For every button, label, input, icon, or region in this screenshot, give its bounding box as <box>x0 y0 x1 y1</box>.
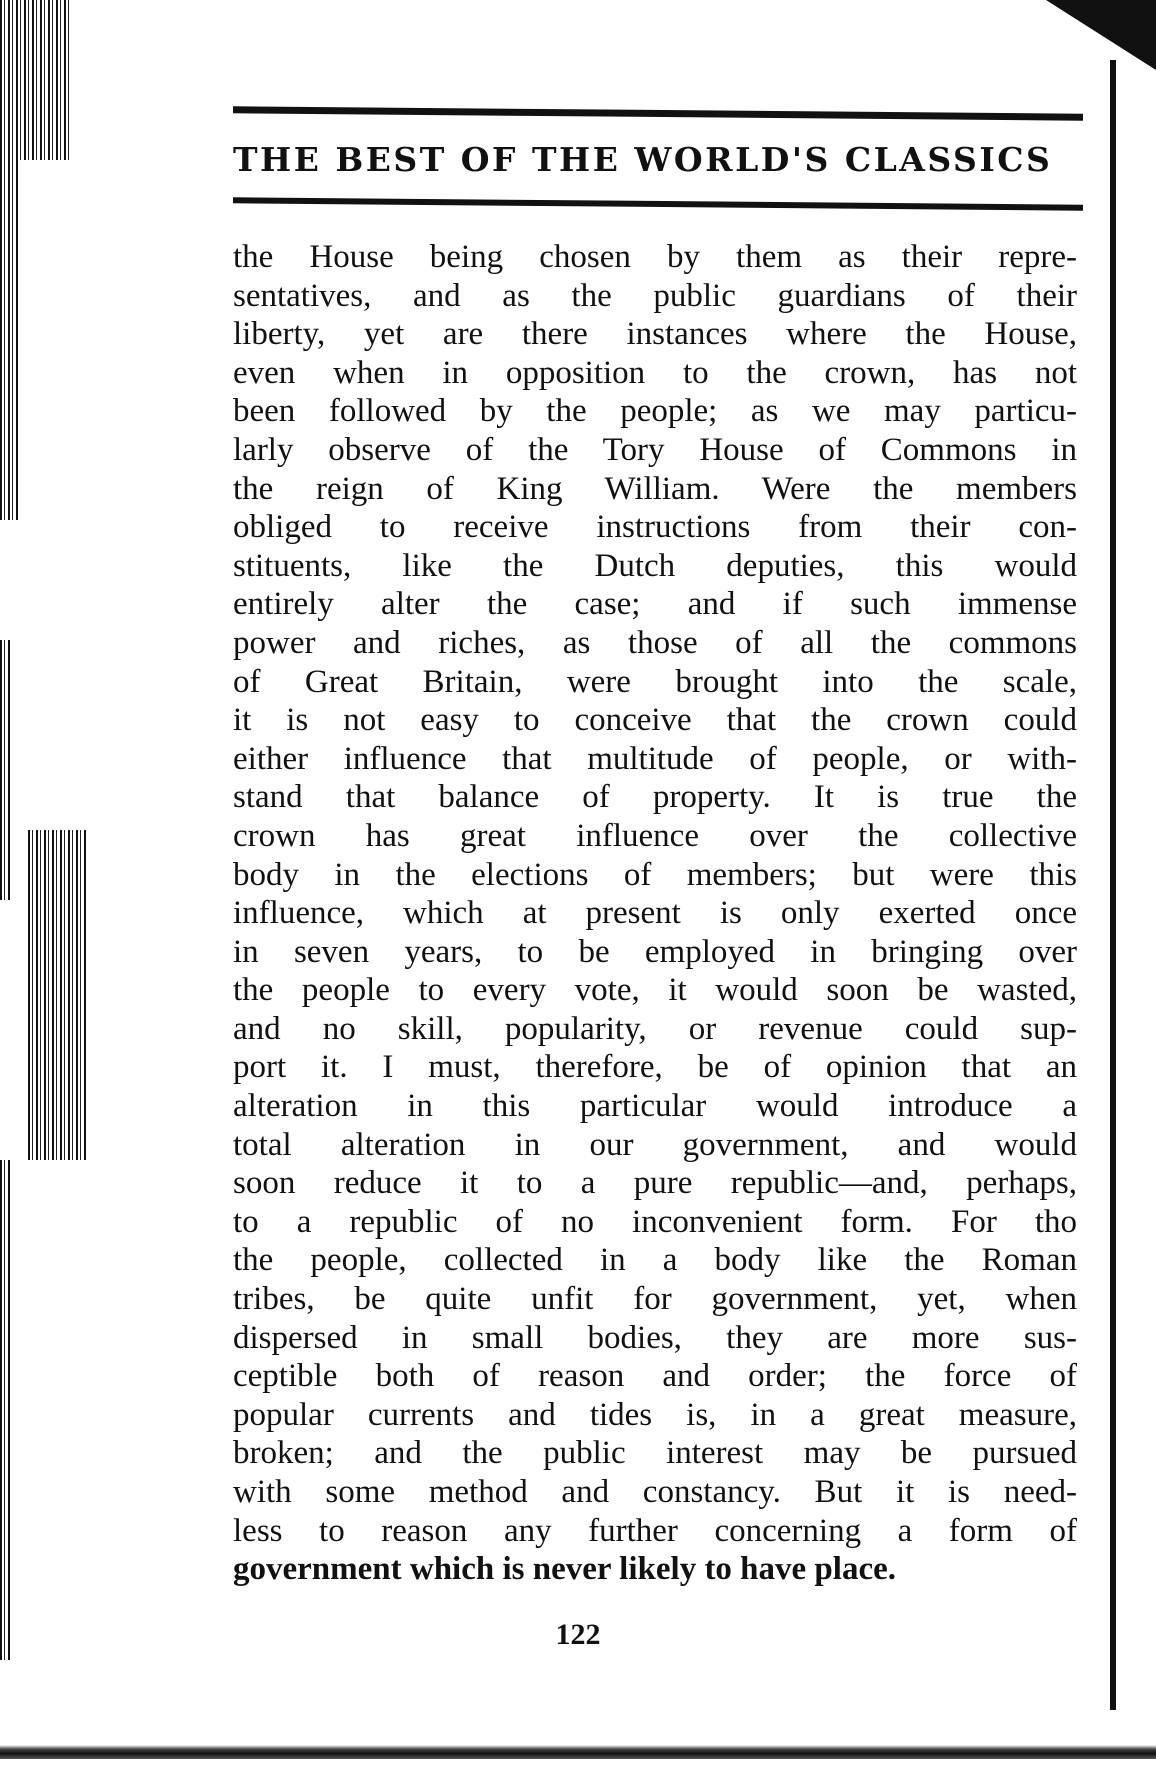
gutter-mark-side <box>0 640 10 900</box>
text-line: even when in opposition to the crown, has not <box>233 354 1077 391</box>
text-line: power and riches, as those of all the commons <box>233 624 1077 661</box>
page-edge-bottom <box>0 1745 1156 1759</box>
text-line: the people to every vote, it would soon be wasted, <box>233 972 1077 1009</box>
text-line: in seven years, to be employed in bringing over <box>233 933 1077 970</box>
gutter-mark-upper <box>0 160 18 520</box>
text-line: popular currents and tides is, in a great measure, <box>233 1396 1077 1433</box>
text-line: and no skill, popularity, or revenue could sup- <box>233 1010 1077 1047</box>
text-line: port it. I must, therefore, be of opinion that an <box>233 1049 1077 1086</box>
text-line: less to reason any further concerning a form of <box>233 1512 1077 1549</box>
text-line: of Great Britain, were brought into the scale, <box>233 663 1077 700</box>
text-line: entirely alter the case; and if such immense <box>233 586 1077 623</box>
body-text <box>233 238 1077 1589</box>
text-line: total alteration in our government, and would <box>233 1126 1077 1163</box>
gutter-mark-lower <box>0 1160 12 1660</box>
text-line: larly observe of the Tory House of Commons in <box>233 431 1077 468</box>
page-edge-right <box>1110 60 1116 1710</box>
text-line: with some method and constancy. But it is need- <box>233 1474 1077 1510</box>
text-line: the reign of King William. Were the members <box>233 470 1077 507</box>
text-line: either influence that multitude of people, or with- <box>233 740 1077 777</box>
text-line: body in the elections of members; but were this <box>233 856 1077 893</box>
header-rule-bottom <box>233 197 1083 210</box>
gutter-mark-middle <box>28 830 88 1160</box>
text-line-last: government which is never likely to have place. <box>233 1551 896 1588</box>
text-line: stituents, like the Dutch deputies, this would <box>233 547 1077 584</box>
text-line: the people, collected in a body like the Roman <box>233 1242 1077 1279</box>
page-corner-shadow <box>1046 0 1156 70</box>
text-line: sentatives, and as the public guardians of their <box>233 277 1077 314</box>
text-line: stand that balance of property. It is true the <box>233 779 1077 816</box>
gutter-mark-top <box>0 0 70 160</box>
text-line: ceptible both of reason and order; the force of <box>233 1358 1077 1395</box>
text-line: been followed by the people; as we may particu- <box>233 393 1077 430</box>
text-line: alteration in this particular would introduce a <box>233 1088 1077 1125</box>
header-rule-top <box>233 106 1083 120</box>
text-line: crown has great influence over the collective <box>233 817 1077 854</box>
text-line: soon reduce it to a pure republic—and, perhaps, <box>233 1165 1077 1202</box>
text-line: liberty, yet are there instances where the House, <box>233 316 1077 353</box>
page-number: 122 <box>555 1618 601 1651</box>
text-line: it is not easy to conceive that the crown could <box>233 702 1077 739</box>
text-line: obliged to receive instructions from their con- <box>233 509 1077 546</box>
text-line: dispersed in small bodies, they are more sus- <box>233 1319 1077 1356</box>
running-head: THE BEST OF THE WORLD'S CLASSICS <box>233 140 1053 179</box>
text-line: tribes, be quite unfit for government, yet, when <box>233 1281 1077 1318</box>
text-line: broken; and the public interest may be pursued <box>233 1435 1077 1472</box>
binding-gutter <box>0 0 110 1785</box>
text-line: to a republic of no inconvenient form. For tho <box>233 1203 1077 1240</box>
text-line: the House being chosen by them as their repre- <box>233 239 1077 275</box>
text-line: influence, which at present is only exerted once <box>233 895 1077 932</box>
